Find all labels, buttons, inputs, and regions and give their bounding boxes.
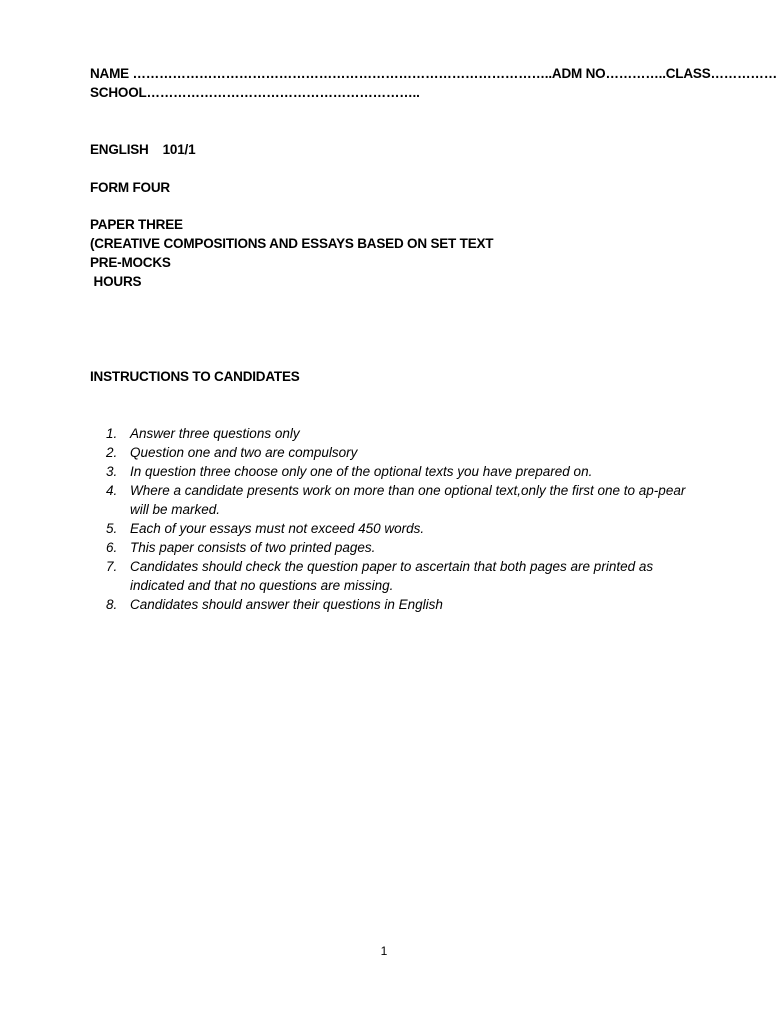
subject-code: 101/1 <box>162 142 196 157</box>
list-item-number: 5. <box>106 521 118 536</box>
exam-session: PRE-MOCKS <box>90 255 171 270</box>
list-item <box>90 595 690 614</box>
list-item <box>90 538 690 557</box>
paper-description: (CREATIVE COMPOSITIONS AND ESSAYS BASED ON SET TEXT <box>90 236 494 251</box>
form-level: FORM FOUR <box>90 180 170 195</box>
paper-title: PAPER THREE <box>90 217 183 232</box>
list-item <box>90 443 690 462</box>
list-item-number: 2. <box>106 445 118 460</box>
list-item-number: 4. <box>106 483 118 498</box>
list-item-text: Candidates should check the question paper to ascertain that both pages are printed as indicated and that no questions are missing. <box>130 559 654 593</box>
list-item <box>90 557 690 595</box>
list-item-number: 7. <box>106 559 118 574</box>
list-item-text: In question three choose only one of the optional texts you have prepared on. <box>130 464 593 479</box>
subject-line <box>90 140 195 159</box>
list-item-text: Question one and two are compulsory <box>130 445 358 460</box>
list-item-number: 6. <box>106 540 118 555</box>
subject-name: ENGLISH <box>90 142 149 157</box>
instructions-heading: INSTRUCTIONS TO CANDIDATES <box>90 369 300 384</box>
list-item <box>90 424 690 443</box>
list-item <box>90 481 690 519</box>
list-item <box>90 462 690 481</box>
list-item <box>90 519 690 538</box>
name-adm-class-line: NAME …………………………………………………………………………………..ADM NO…………..CLASS…………… <box>90 66 777 81</box>
instructions-list <box>90 424 690 614</box>
list-item-number: 1. <box>106 426 118 441</box>
exam-duration: HOURS <box>90 274 142 289</box>
page-number: 1 <box>380 944 388 958</box>
list-item-text: Where a candidate presents work on more than one optional text,only the first one to ap-pear will be marked. <box>130 483 686 517</box>
list-item-text: Answer three questions only <box>130 426 300 441</box>
school-line: SCHOOL…………………………………………………….. <box>90 85 420 100</box>
list-item-text: Candidates should answer their questions in English <box>130 597 443 612</box>
list-item-text: Each of your essays must not exceed 450 words. <box>130 521 425 536</box>
list-item-text: This paper consists of two printed pages. <box>130 540 376 555</box>
list-item-number: 3. <box>106 464 118 479</box>
list-item-number: 8. <box>106 597 118 612</box>
